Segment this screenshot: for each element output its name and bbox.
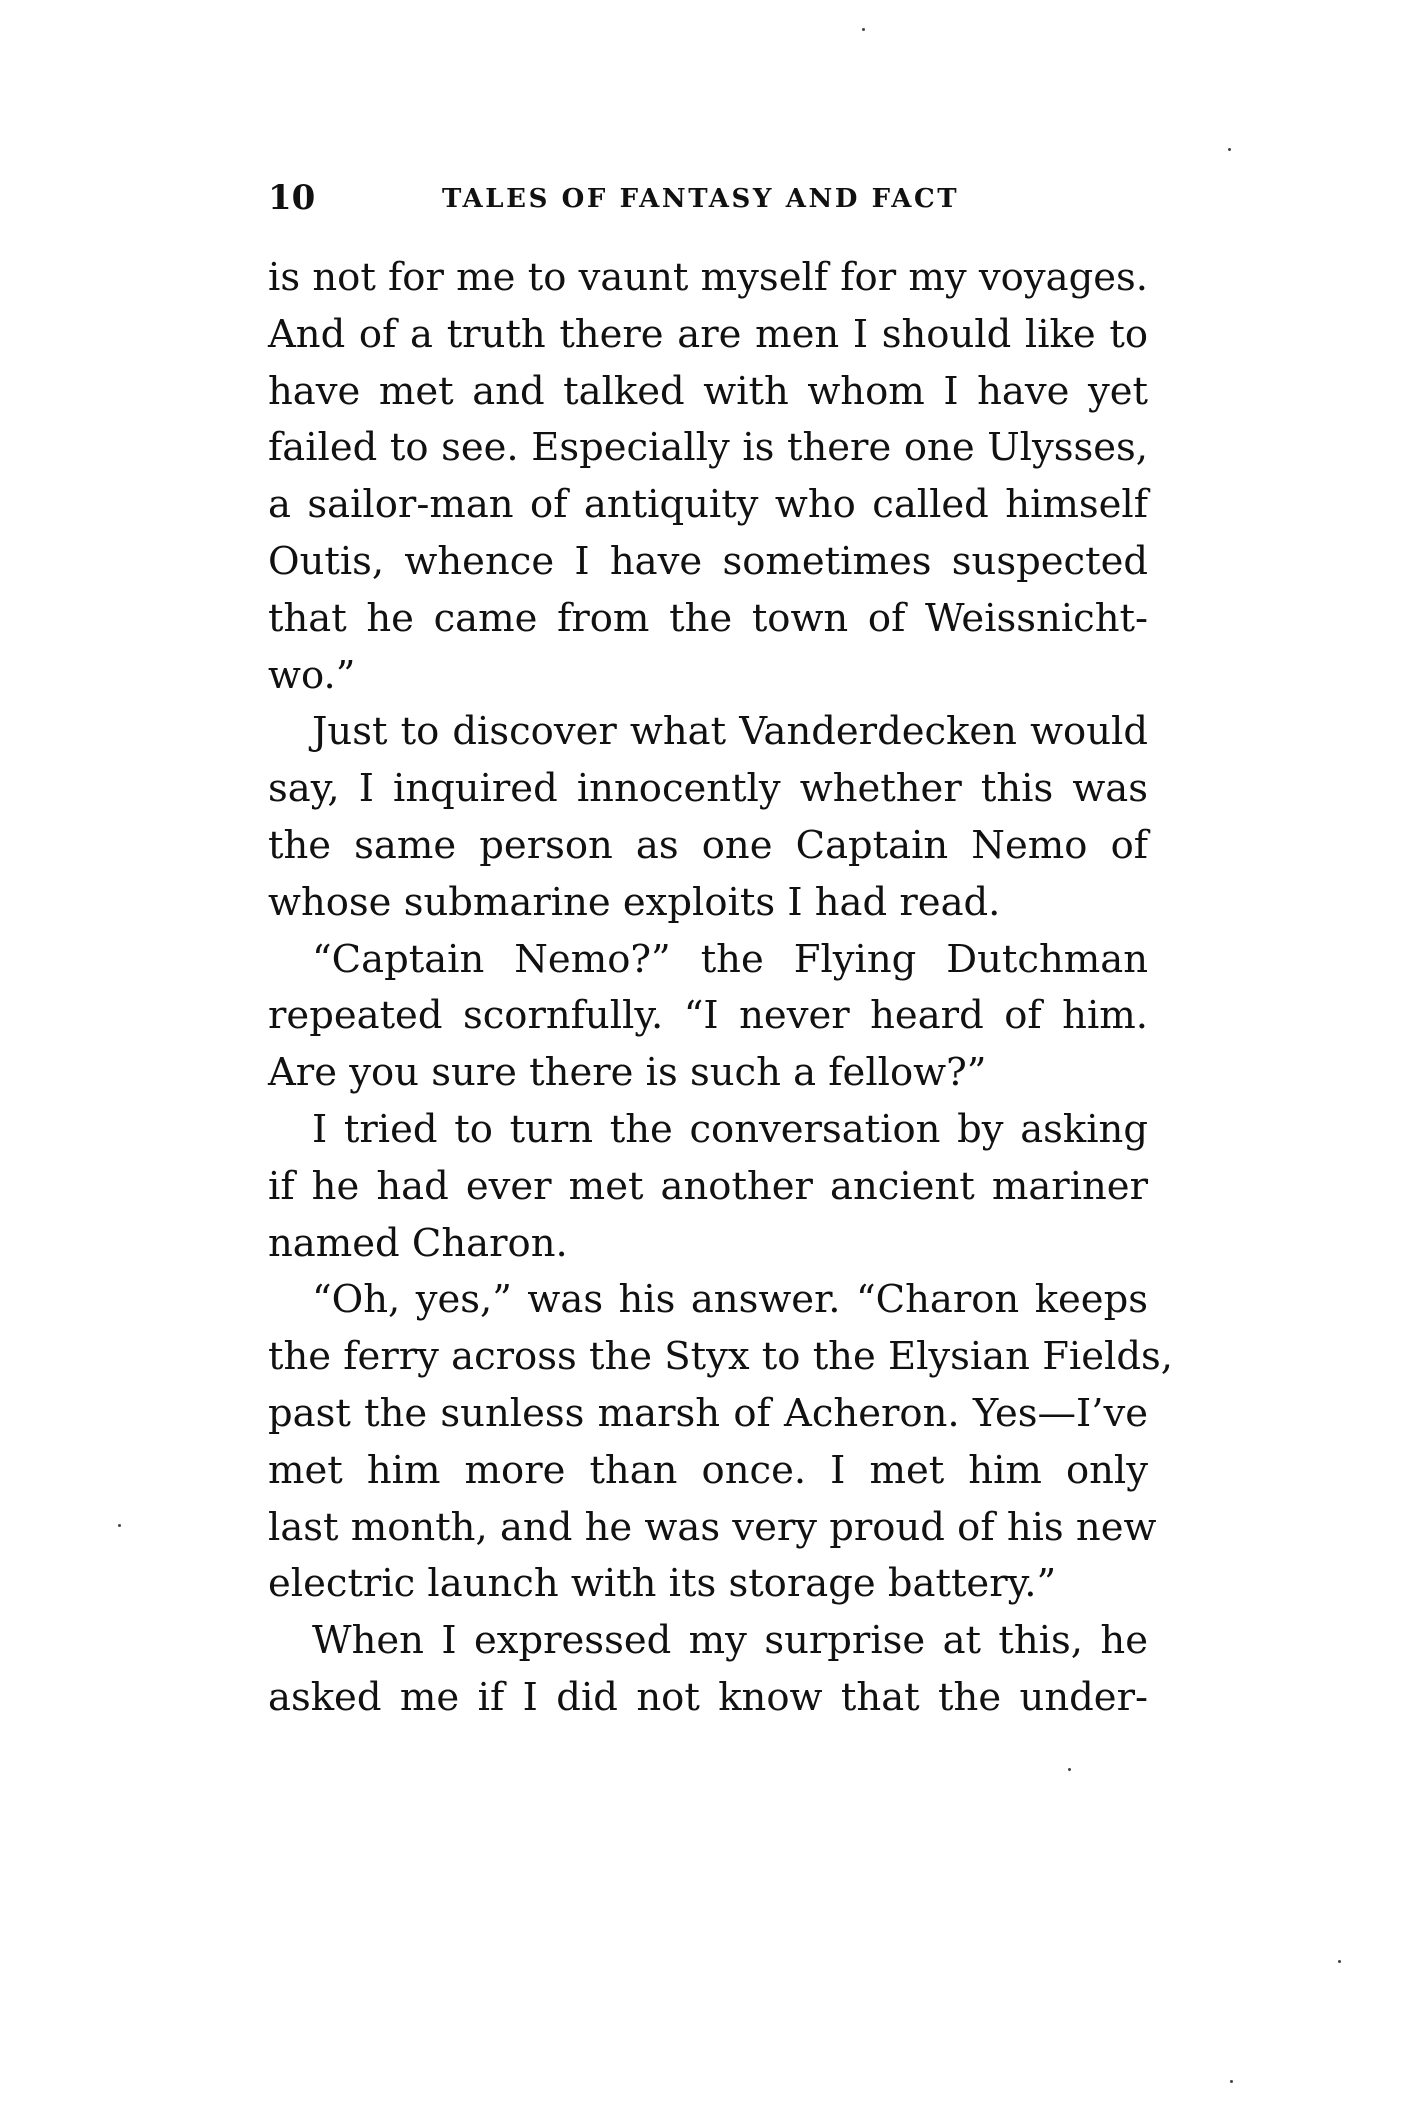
paragraph-start-line: I tried to turn the conversation by asking — [312, 1106, 1148, 1152]
text-line: have met and talked with whom I have yet — [268, 368, 1148, 414]
text-line: a sailor-man of antiquity who called himself — [268, 482, 1148, 528]
text-line: And of a truth there are men I should like to — [268, 311, 1148, 357]
scan-speck — [1068, 1768, 1071, 1771]
text-line: if he had ever met another ancient mariner — [268, 1163, 1148, 1209]
scan-speck — [1228, 148, 1231, 151]
paragraph-start-line: When I expressed my surprise at this, he — [312, 1618, 1148, 1664]
text-line: asked me if I did not know that the under- — [268, 1674, 1148, 1720]
paragraph-start-line: Just to discover what Vanderdecken would — [312, 709, 1148, 755]
page-number: 10 — [268, 178, 316, 218]
text-line: whose submarine exploits I had read. — [268, 879, 1001, 925]
text-line: is not for me to vaunt myself for my voyages. — [268, 255, 1148, 300]
text-line: the ferry across the Styx to the Elysian Fields, — [268, 1334, 1173, 1380]
scan-speck — [1338, 1960, 1341, 1963]
text-line: last month, and he was very proud of his new — [268, 1504, 1157, 1550]
running-title: TALES OF FANTASY AND FACT — [442, 184, 960, 214]
text-line: Outis, whence I have sometimes suspected — [268, 538, 1148, 584]
scan-speck — [1230, 2080, 1233, 2083]
scan-speck — [118, 1524, 121, 1527]
text-line: the same person as one Captain Nemo of — [268, 822, 1148, 868]
scan-speck — [862, 28, 865, 31]
paragraph-start-line: “Captain Nemo?” the Flying Dutchman — [312, 936, 1148, 982]
text-line: failed to see. Especially is there one Ulysses, — [268, 425, 1148, 471]
text-line: electric launch with its storage battery.” — [268, 1561, 1057, 1607]
text-line: repeated scornfully. “I never heard of him. — [268, 993, 1148, 1039]
text-line: named Charon. — [268, 1220, 568, 1266]
text-line: wo.” — [268, 652, 356, 698]
body-text — [268, 250, 1173, 1727]
paragraph-start-line: “Oh, yes,” was his answer. “Charon keeps — [312, 1277, 1148, 1323]
text-line: met him more than once. I met him only — [268, 1447, 1148, 1493]
text-line: Are you sure there is such a fellow?” — [268, 1050, 987, 1096]
text-line: that he came from the town of Weissnicht- — [268, 595, 1148, 641]
text-line: say, I inquired innocently whether this was — [268, 766, 1148, 812]
text-line: past the sunless marsh of Acheron. Yes—I’ve — [268, 1390, 1148, 1436]
running-head — [268, 178, 1148, 218]
